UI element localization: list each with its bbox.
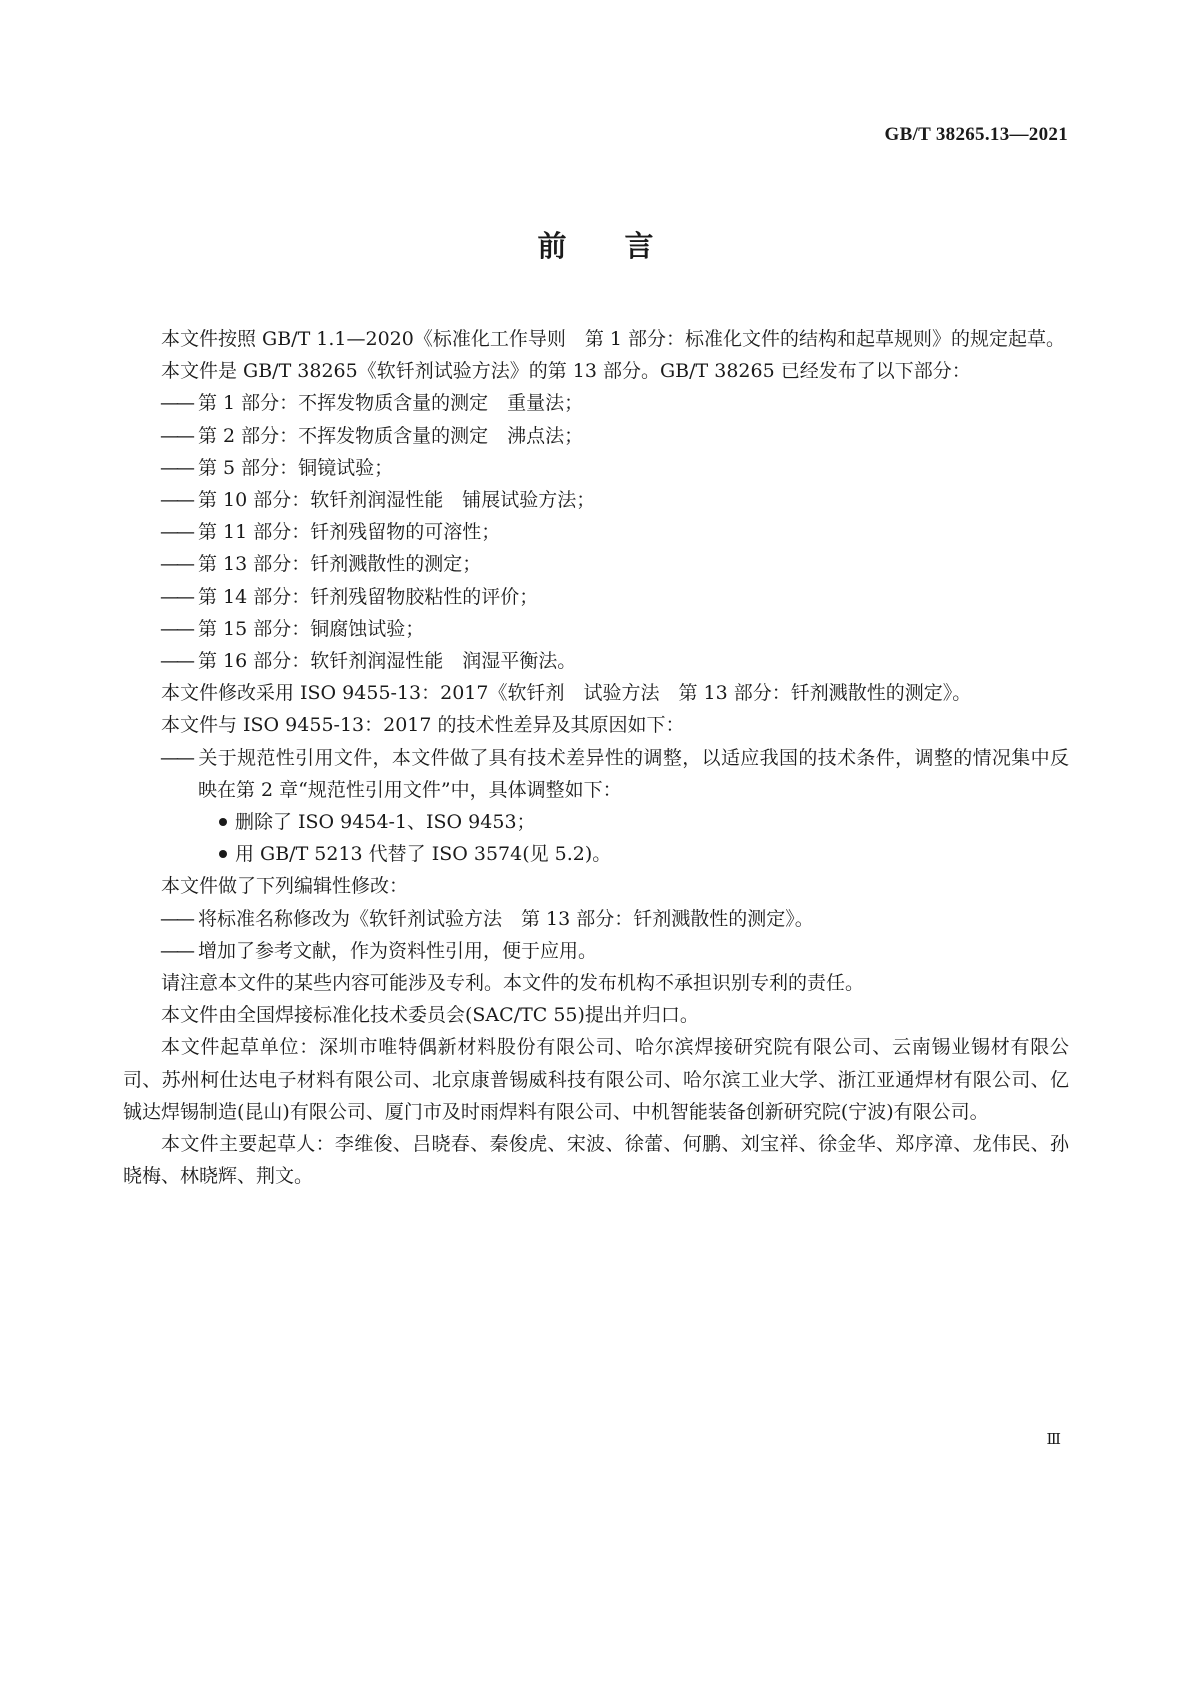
- dash-mark: ——: [160, 617, 192, 640]
- list-item: —— 第 16 部分：软钎剂润湿性能 润湿平衡法。: [123, 645, 1069, 677]
- list-item: —— 第 14 部分：钎剂残留物胶粘性的评价；: [123, 581, 1069, 613]
- paragraph-drafting-units: 本文件起草单位：深圳市唯特偶新材料股份有限公司、哈尔滨焊接研究院有限公司、云南锡业锡材有限公司、苏州柯仕达电子材料有限公司、北京康普锡威科技有限公司、哈尔滨工业大学、浙江亚通焊材有限公司、亿铖达焊锡制造(昆山)有限公司、厦门市及时雨焊料有限公司、中机智能装备创新研究院(宁波)有限公司。: [123, 1036, 1069, 1123]
- list-item: —— 第 11 部分：钎剂残留物的可溶性；: [123, 516, 1069, 548]
- published-parts-list: [123, 387, 1069, 677]
- paragraph-adoption: 本文件修改采用 ISO 9455-13：2017《软钎剂 试验方法 第 13 部分：钎剂溅散性的测定》。: [161, 682, 972, 705]
- list-item: —— 第 15 部分：铜腐蚀试验；: [123, 613, 1069, 645]
- paragraph-proposer: 本文件由全国焊接标准化技术委员会(SAC/TC 55)提出并归口。: [161, 1004, 699, 1027]
- dash-mark: ——: [160, 521, 192, 544]
- editorial-change-item: —— 增加了参考文献，作为资料性引用，便于应用。: [123, 935, 1069, 967]
- page-number: Ⅲ: [1046, 1432, 1061, 1448]
- dash-mark: ——: [160, 489, 192, 512]
- list-item: —— 第 2 部分：不挥发物质含量的测定 沸点法；: [123, 420, 1069, 452]
- standard-code-header: GB/T 38265.13—2021: [884, 124, 1068, 145]
- paragraph-patent-notice: 请注意本文件的某些内容可能涉及专利。本文件的发布机构不承担识别专利的责任。: [161, 972, 865, 995]
- dash-mark: ——: [160, 907, 192, 930]
- paragraph-drafters: 本文件主要起草人：李维俊、吕晓春、秦俊虎、宋波、徐蕾、何鹏、刘宝祥、徐金华、郑序漳、龙伟民、孙晓梅、林晓辉、荆文。: [123, 1133, 1069, 1188]
- foreword-body: [123, 323, 1069, 1192]
- dash-mark: ——: [160, 553, 192, 576]
- dash-mark: ——: [160, 456, 192, 479]
- list-item: —— 第 1 部分：不挥发物质含量的测定 重量法；: [123, 387, 1069, 419]
- dash-mark: ——: [160, 939, 192, 962]
- dash-mark: ——: [160, 392, 192, 415]
- bullet-item: 删除了 ISO 9454-1、ISO 9453；: [123, 806, 1069, 838]
- bullet-dot-icon: [219, 850, 227, 858]
- dash-mark: ——: [160, 650, 192, 673]
- dash-mark: ——: [160, 585, 192, 608]
- paragraph-series-intro: 本文件是 GB/T 38265《软钎剂试验方法》的第 13 部分。GB/T 38265 已经发布了以下部分：: [161, 360, 971, 383]
- list-item: —— 第 13 部分：钎剂溅散性的测定；: [123, 548, 1069, 580]
- page-title: [0, 224, 1191, 265]
- page-title-char-2: 言: [624, 229, 654, 263]
- paragraph-technical-differences: 本文件与 ISO 9455-13：2017 的技术性差异及其原因如下：: [161, 714, 685, 737]
- dash-mark: ——: [160, 424, 192, 447]
- dash-mark: ——: [160, 746, 192, 769]
- list-item: —— 第 10 部分：软钎剂润湿性能 铺展试验方法；: [123, 484, 1069, 516]
- bullet-dot-icon: [219, 818, 227, 826]
- page-title-char-1: 前: [537, 229, 567, 263]
- technical-difference-item: —— 关于规范性引用文件，本文件做了具有技术差异性的调整，以适应我国的技术条件，调整的情况集中反映在第 2 章“规范性引用文件”中，具体调整如下：: [123, 742, 1069, 806]
- list-item: —— 第 5 部分：铜镜试验；: [123, 452, 1069, 484]
- bullet-item: 用 GB/T 5213 代替了 ISO 3574(见 5.2)。: [123, 838, 1069, 870]
- paragraph-editorial-changes: 本文件做了下列编辑性修改：: [161, 875, 409, 898]
- editorial-change-item: —— 将标准名称修改为《软钎剂试验方法 第 13 部分：钎剂溅散性的测定》。: [123, 903, 1069, 935]
- paragraph-drafting-rules: 本文件按照 GB/T 1.1—2020《标准化工作导则 第 1 部分：标准化文件的结构和起草规则》的规定起草。: [161, 328, 1066, 350]
